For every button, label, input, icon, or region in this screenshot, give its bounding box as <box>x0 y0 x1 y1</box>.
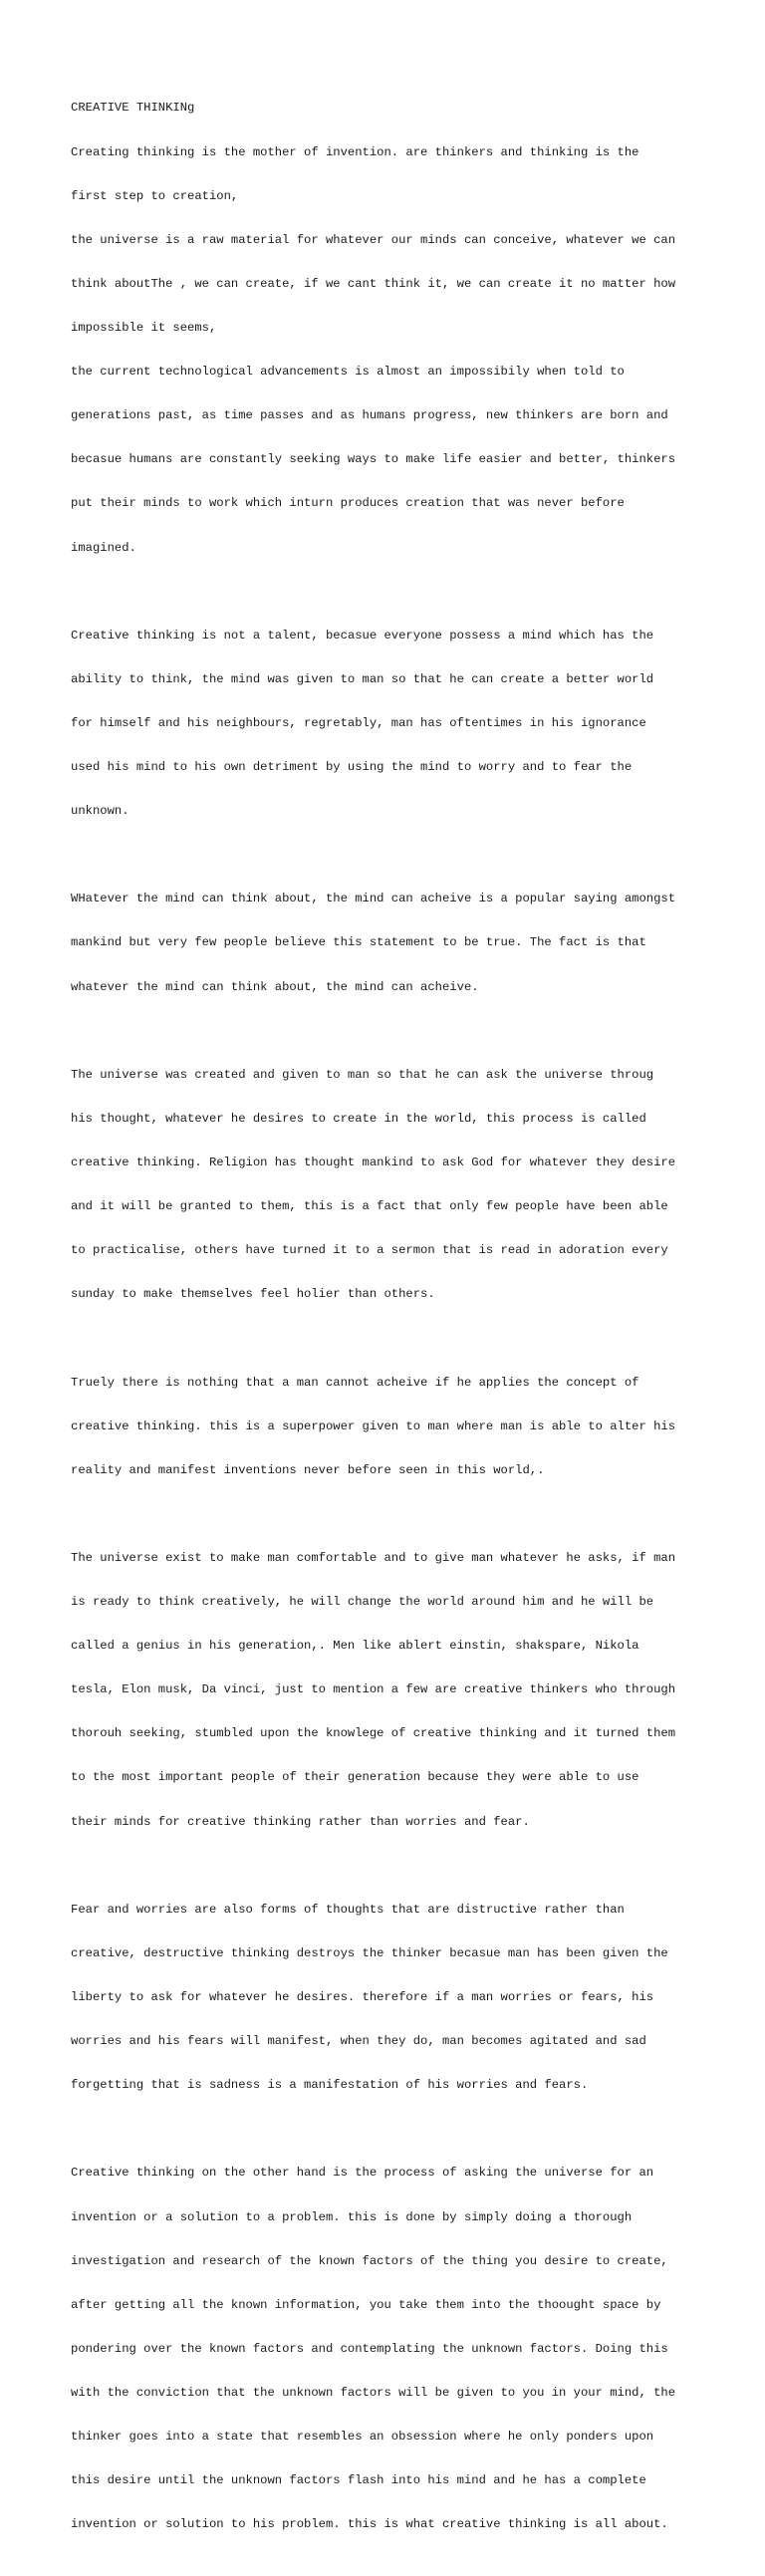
text-line: after getting all the known information, you take them into the thoought space by <box>71 2297 661 2312</box>
text-line: Creating thinking is the mother of invention. are thinkers and thinking is the <box>71 144 639 159</box>
text-line: to practicalise, others have turned it to a sermon that is read in adoration every <box>71 1243 668 1258</box>
text-line: sunday to make themselves feel holier than others. <box>71 1287 435 1302</box>
paragraph <box>71 863 708 1024</box>
text-line: creative thinking. Religion has thought mankind to ask God for whatever they desire <box>71 1155 676 1169</box>
document-title: CREATIVE THINKINg <box>71 101 195 116</box>
text-line: mankind but very few people believe this statement to be true. The fact is that <box>71 935 646 950</box>
text-line: imagined. <box>71 540 136 555</box>
text-line: liberty to ask for whatever he desires. therefore if a man worries or fears, his <box>71 1990 654 2005</box>
paragraph <box>71 599 708 848</box>
text-line: and it will be granted to them, this is a fact that only few people have been able <box>71 1199 668 1214</box>
text-line: unknown. <box>71 804 129 819</box>
paragraph <box>71 1522 708 1859</box>
text-line: is ready to think creatively, he will change the world around him and he will be <box>71 1595 654 1610</box>
text-line: investigation and research of the known factors of the thing you desire to create, <box>71 2253 668 2268</box>
text-line: impossible it seems, <box>71 320 217 335</box>
text-line: thinker goes into a state that resembles an obsession where he only ponders upon <box>71 2430 654 2445</box>
paragraph <box>71 72 708 585</box>
text-line: worries and his fears will manifest, when they do, man becomes agitated and sad <box>71 2034 646 2049</box>
text-line: forgetting that is sadness is a manifestation of his worries and fears. <box>71 2078 589 2093</box>
text-line: Creative thinking is not a talent, becasue everyone possess a mind which has the <box>71 628 654 643</box>
text-line: The universe was created and given to man so that he can ask the universe throug <box>71 1067 654 1082</box>
paragraph <box>71 2137 708 2561</box>
text-line: pondering over the known factors and contemplating the unknown factors. Doing this <box>71 2341 668 2356</box>
text-line: thorouh seeking, stumbled upon the knowlege of creative thinking and it turned them <box>71 1726 676 1741</box>
text-line: invention or solution to his problem. this is what creative thinking is all about. <box>71 2517 668 2532</box>
text-line: creative, destructive thinking destroys the thinker becasue man has been given the <box>71 1945 668 1960</box>
text-line: put their minds to work which inturn produces creation that was never before <box>71 496 625 511</box>
paragraph <box>71 1346 708 1507</box>
text-line: first step to creation, <box>71 188 239 203</box>
paragraph <box>71 1038 708 1331</box>
text-line: Creative thinking on the other hand is the process of asking the universe for an <box>71 2166 654 2181</box>
text-line: reality and manifest inventions never before seen in this world,. <box>71 1462 545 1477</box>
text-line: with the conviction that the unknown factors will be given to you in your mind, the <box>71 2385 676 2400</box>
document-body <box>71 72 708 2576</box>
text-line: for himself and his neighbours, regretably, man has oftentimes in his ignorance <box>71 715 646 730</box>
text-line: generations past, as time passes and as humans progress, new thinkers are born and <box>71 408 668 423</box>
text-line: whatever the mind can think about, the mind can acheive. <box>71 979 479 994</box>
paragraph <box>71 1873 708 2122</box>
text-line: his thought, whatever he desires to create in the world, this process is called <box>71 1111 646 1126</box>
text-line: WHatever the mind can think about, the mind can acheive is a popular saying amongst <box>71 892 676 906</box>
text-line: tesla, Elon musk, Da vinci, just to mention a few are creative thinkers who through <box>71 1682 676 1697</box>
text-line: think aboutThe , we can create, if we cant think it, we can create it no matter how <box>71 276 676 291</box>
text-line: the current technological advancements is almost an impossibily when told to <box>71 365 625 380</box>
text-line: creative thinking. this is a superpower given to man where man is able to alter his <box>71 1418 676 1433</box>
text-line: Fear and worries are also forms of thoughts that are distructive rather than <box>71 1902 625 1917</box>
text-line: used his mind to his own detriment by using the mind to worry and to fear the <box>71 760 633 775</box>
text-line: becasue humans are constantly seeking ways to make life easier and better, thinkers <box>71 452 676 467</box>
text-line: this desire until the unknown factors flash into his mind and he has a complete <box>71 2473 646 2488</box>
text-line: called a genius in his generation,. Men like ablert einstin, shakspare, Nikola <box>71 1639 639 1654</box>
text-line: The universe exist to make man comfortable and to give man whatever he asks, if man <box>71 1550 676 1565</box>
text-line: invention or a solution to a problem. this is done by simply doing a thorough <box>71 2209 633 2224</box>
text-line: Truely there is nothing that a man cannot acheive if he applies the concept of <box>71 1375 639 1390</box>
text-line: to the most important people of their generation because they were able to use <box>71 1770 639 1785</box>
text-line: the universe is a raw material for whatever our minds can conceive, whatever we can <box>71 232 676 247</box>
text-line: their minds for creative thinking rather than worries and fear. <box>71 1814 530 1829</box>
text-line: ability to think, the mind was given to man so that he can create a better world <box>71 671 654 686</box>
